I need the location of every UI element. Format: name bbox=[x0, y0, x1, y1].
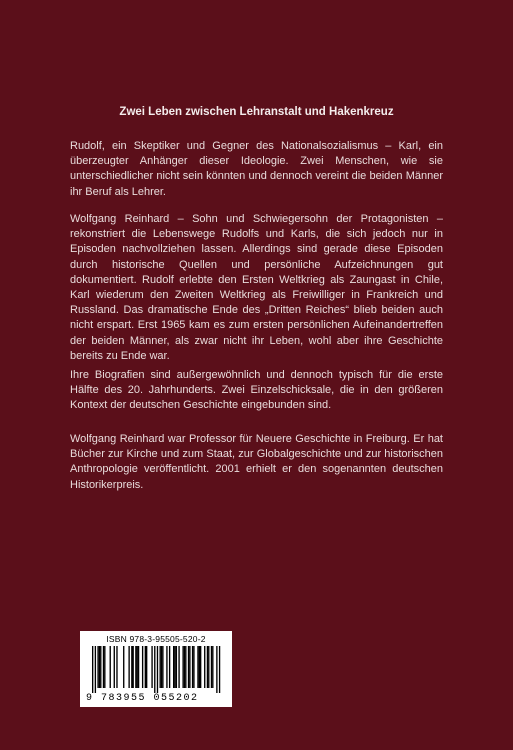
barcode-bar bbox=[154, 646, 155, 693]
intro-paragraph: Rudolf, ein Skeptiker und Gegner des Nationalsozialismus – Karl, ein überzeugter Anhänger dieser Ideologie. Zwei Menschen, wie sie unterschiedlicher nicht sein könnten und dennoch vereint die beiden Männer ihr Beruf als Lehrer. bbox=[70, 140, 443, 198]
cover-title: Zwei Leben zwischen Lehranstalt und Hakenkreuz bbox=[119, 106, 394, 118]
barcode-bar bbox=[189, 646, 190, 688]
barcode-bar bbox=[104, 646, 105, 688]
summary-paragraph: Wolfgang Reinhard – Sohn und Schwiegersohn der Protagonisten – rekonstriert die Lebenswege Rudolfs und Karls, die sich jedoch nur in Episoden nachvollziehen lassen. Allerdings sind gerade diese Episoden durch historische Quellen und persönliche Aufzeichnungen gut dokumentiert. Rudolf erlebte den Ersten Weltkrieg als Zaungast in Chile, Karl wiederum den Zweiten Weltkrieg als Freiwilliger in Frankreich und Russland. Das dramatische Ende des „Dritten Reiches“ blieb beiden auch nicht erspart. Erst 1965 kam es zum ersten persönlichen Aufeinandertreffen der beiden Männer, als zwar nicht ihr Leben, wohl aber ihre Geschichte bereits zu Ende war. bbox=[70, 213, 443, 362]
barcode-bar bbox=[100, 646, 101, 688]
barcode-bar bbox=[197, 646, 198, 688]
barcode-bar bbox=[174, 646, 175, 688]
barcode-bar bbox=[212, 646, 213, 688]
barcode-bar bbox=[178, 646, 179, 688]
barcode-bar bbox=[138, 646, 139, 688]
barcode-bar bbox=[184, 646, 185, 688]
barcode-bar bbox=[114, 646, 115, 688]
author-bio-paragraph: Wolfgang Reinhard war Professor für Neuere Geschichte in Freiburg. Er hat Bücher zur Kirche und zum Staat, zur Globalgeschichte und zur historischen Anthropologie veröffentlicht. 2001 erhielt er den sogenannten deutschen Historikerpreis. bbox=[70, 433, 443, 491]
isbn-barcode bbox=[80, 631, 232, 707]
barcode-bar bbox=[185, 646, 186, 688]
barcode-bar bbox=[160, 646, 161, 688]
barcode-bar bbox=[204, 646, 205, 688]
barcode-bar bbox=[173, 646, 174, 688]
barcode-bar bbox=[99, 646, 100, 688]
barcode-bar bbox=[192, 646, 193, 688]
barcode-bar bbox=[137, 646, 138, 688]
barcode-bar bbox=[145, 646, 146, 688]
barcode-bar bbox=[116, 646, 117, 688]
barcode-bar bbox=[128, 646, 129, 688]
barcode-bars bbox=[84, 646, 228, 693]
barcode-bar bbox=[151, 646, 152, 688]
barcode-bar bbox=[199, 646, 200, 688]
context-paragraph: Ihre Biografien sind außergewöhnlich und dennoch typisch für die erste Hälfte des 20. Jahrhunderts. Zwei Einzelschicksale, die in den größeren Kontext der deutschen Geschichte eingebunden sind. bbox=[70, 369, 443, 412]
barcode-bar bbox=[211, 646, 212, 688]
barcode-bar bbox=[162, 646, 163, 688]
barcode-bar bbox=[176, 646, 177, 688]
barcode-bar bbox=[161, 646, 162, 688]
barcode-bar bbox=[182, 646, 183, 688]
barcode-bar bbox=[142, 646, 143, 688]
barcode-bar bbox=[103, 646, 104, 688]
barcode-bar bbox=[216, 646, 217, 693]
barcode-bar bbox=[208, 646, 209, 688]
barcode-bar bbox=[92, 646, 93, 693]
barcode-bar bbox=[97, 646, 98, 688]
barcode-bar bbox=[135, 646, 136, 688]
barcode-bar bbox=[193, 646, 194, 688]
isbn-label: ISBN 978-3-95505-520-2 bbox=[106, 634, 206, 644]
barcode-bar bbox=[131, 646, 132, 688]
barcode-bar bbox=[123, 646, 124, 688]
barcode-bar bbox=[169, 646, 170, 688]
barcode-bar bbox=[166, 646, 167, 688]
barcode-bar bbox=[219, 646, 220, 693]
barcode-bar bbox=[207, 646, 208, 688]
barcode-digits: 9 783955 055202 bbox=[86, 693, 199, 704]
barcode-bar bbox=[200, 646, 201, 688]
barcode-bar bbox=[95, 646, 96, 693]
barcode-bar bbox=[110, 646, 111, 688]
barcode-bar bbox=[157, 646, 158, 693]
barcode-bar bbox=[188, 646, 189, 688]
barcode-bar bbox=[133, 646, 134, 688]
barcode-bar bbox=[146, 646, 147, 688]
